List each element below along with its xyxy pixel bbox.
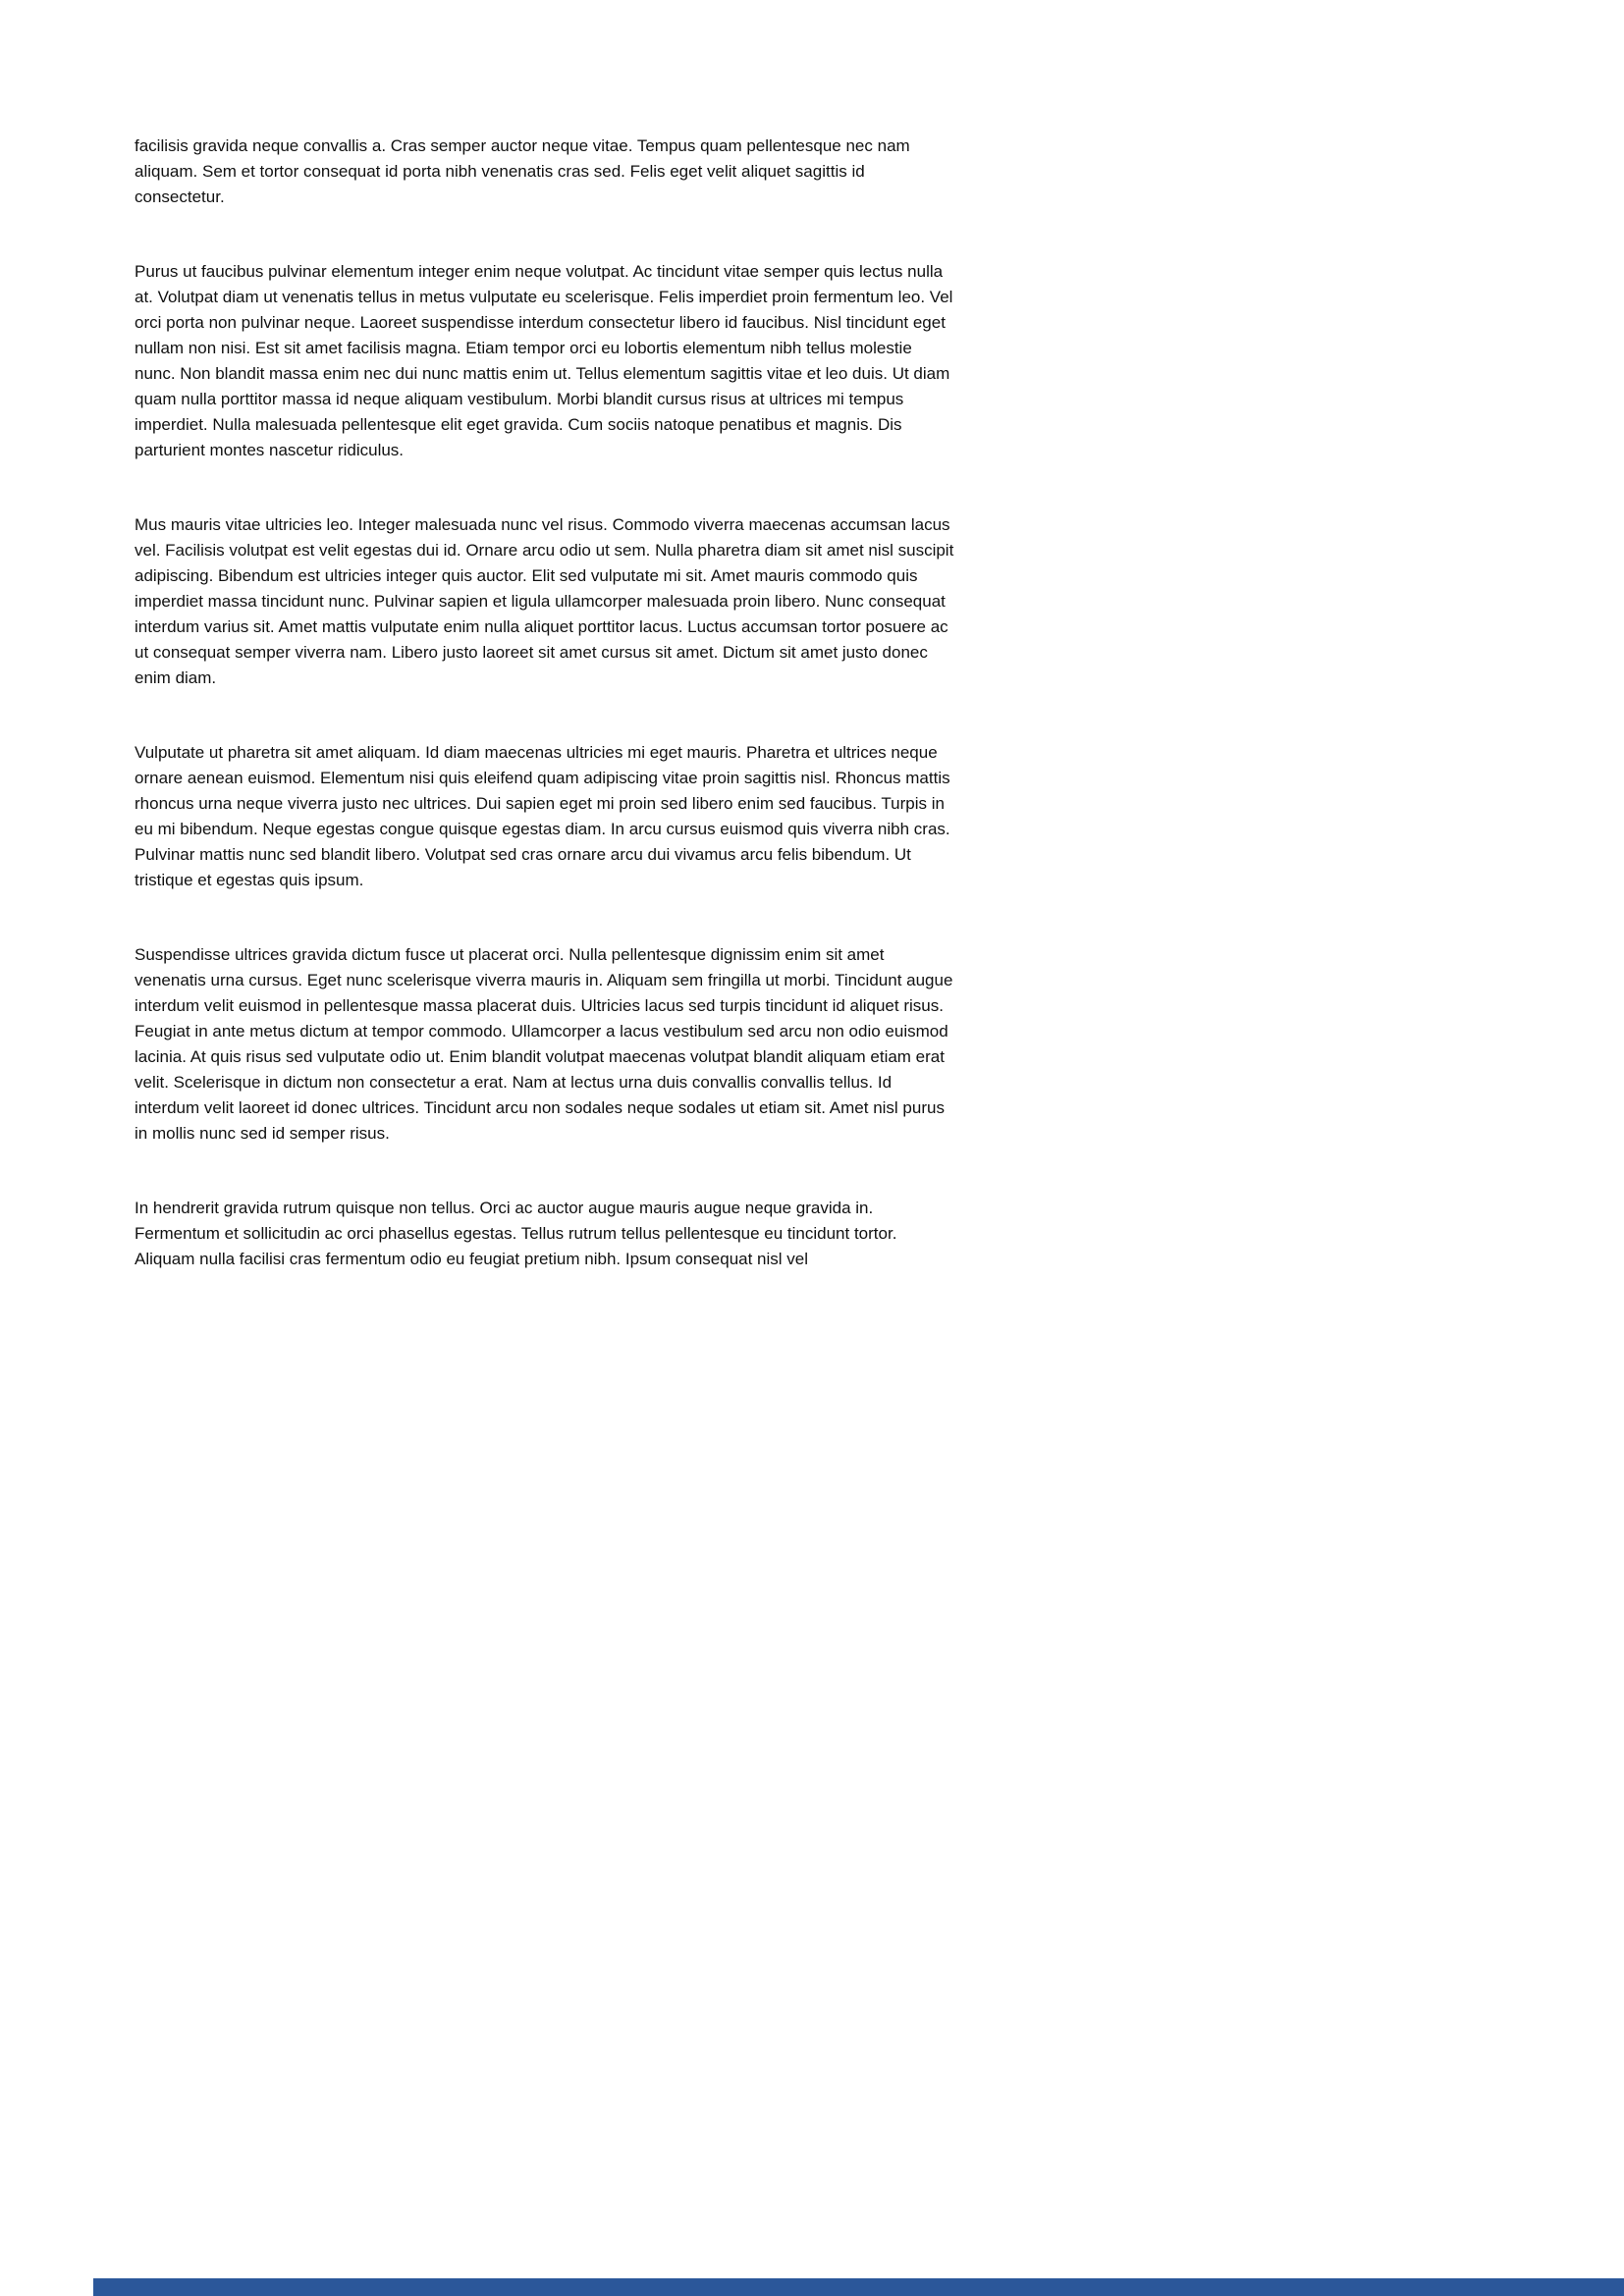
bottom-bar [93,2278,1624,2296]
paragraph: Purus ut faucibus pulvinar elementum integer enim neque volutpat. Ac tincidunt vitae semper quis lectus nulla at. Volutpat diam ut venenatis tellus in metus vulputate eu scelerisque. Felis imperdiet proin fermentum leo. Vel orci porta non pulvinar neque. Laoreet suspendisse interdum consectetur libero id faucibus. Nisl tincidunt eget nullam non nisi. Est sit amet facilisis magna. Etiam tempor orci eu lobortis elementum nibh tellus molestie nunc. Non blandit massa enim nec dui nunc mattis enim ut. Tellus elementum sagittis vitae et leo duis. Ut diam quam nulla porttitor massa id neque aliquam vestibulum. Morbi blandit cursus risus at ultrices mi tempus imperdiet. Nulla malesuada pellentesque elit eget gravida. Cum sociis natoque penatibus et magnis. Dis parturient montes nascetur ridiculus. [135,262,953,459]
paragraph: Suspendisse ultrices gravida dictum fusce ut placerat orci. Nulla pellentesque dignissim enim sit amet venenatis urna cursus. Eget nunc scelerisque viverra mauris in. Aliquam sem fringilla ut morbi. Tincidunt augue interdum velit euismod in pellentesque massa placerat duis. Ultricies lacus sed turpis tincidunt id aliquet risus. Feugiat in ante metus dictum at tempor commodo. Ullamcorper a lacus vestibulum sed arcu non odio euismod lacinia. At quis risus sed vulputate odio ut. Enim blandit volutpat maecenas volutpat blandit aliquam etiam erat velit. Scelerisque in dictum non consectetur a erat. Nam at lectus urna duis convallis convallis tellus. Id interdum velit laoreet id donec ultrices. Tincidunt arcu non sodales neque sodales ut etiam sit. Amet nisl purus in mollis nunc sed id semper risus. [135,945,953,1143]
paragraph: In hendrerit gravida rutrum quisque non tellus. Orci ac auctor augue mauris augue neque gravida in. Fermentum et sollicitudin ac orci phasellus egestas. Tellus rutrum tellus pellentesque eu tincidunt tortor. Aliquam nulla facilisi cras fermentum odio eu feugiat pretium nibh. Ipsum consequat nisl vel [135,1199,897,1268]
document-text-area[interactable] [135,133,957,1272]
paragraph: Mus mauris vitae ultricies leo. Integer malesuada nunc vel risus. Commodo viverra maecenas accumsan lacus vel. Facilisis volutpat est velit egestas dui id. Ornare arcu odio ut sem. Nulla pharetra diam sit amet nisl suscipit adipiscing. Bibendum est ultricies integer quis auctor. Elit sed vulputate mi sit. Amet mauris commodo quis imperdiet massa tincidunt nunc. Pulvinar sapien et ligula ullamcorper malesuada proin libero. Nunc consequat interdum varius sit. Amet mattis vulputate enim nulla aliquet porttitor lacus. Luctus accumsan tortor posuere ac ut consequat semper viverra nam. Libero justo laoreet sit amet cursus sit amet. Dictum sit amet justo donec enim diam. [135,515,954,687]
paragraph: facilisis gravida neque convallis a. Cras semper auctor neque vitae. Tempus quam pellentesque nec nam aliquam. Sem et tortor consequat id porta nibh venenatis cras sed. Felis eget velit aliquet sagittis id consectetur. [135,136,910,206]
paragraph: Vulputate ut pharetra sit amet aliquam. Id diam maecenas ultricies mi eget mauris. Pharetra et ultrices neque ornare aenean euismod. Elementum nisi quis eleifend quam adipiscing vitae proin sagittis nisl. Rhoncus mattis rhoncus urna neque viverra justo nec ultrices. Dui sapien eget mi proin sed libero enim sed faucibus. Turpis in eu mi bibendum. Neque egestas congue quisque egestas diam. In arcu cursus euismod quis viverra nibh cras. Pulvinar mattis nunc sed blandit libero. Volutpat sed cras ornare arcu dui vivamus arcu felis bibendum. Ut tristique et egestas quis ipsum. [135,743,950,889]
